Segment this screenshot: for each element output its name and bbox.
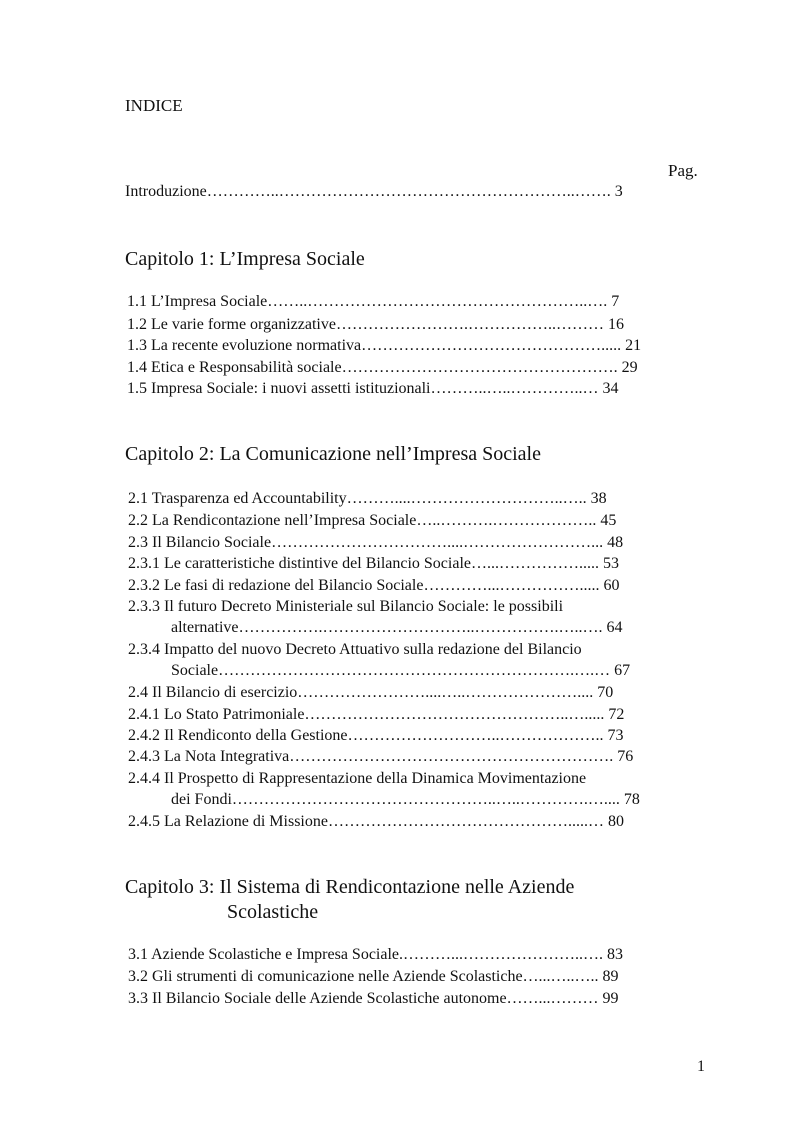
toc-entry: 3.3 Il Bilancio Sociale delle Aziende Scolastiche autonome……...……… 99	[128, 990, 619, 1007]
toc-entry: 2.2 La Rendicontazione nell’Impresa Sociale…..……….……………….. 45	[128, 512, 617, 529]
toc-entry: 2.1 Trasparenza ed Accountability………....………………………..….. 38	[128, 490, 607, 507]
page-number: 1	[697, 1058, 705, 1075]
toc-entry-continuation: Sociale………………………………………………………….….… 67	[171, 662, 631, 679]
toc-entry: 3.2 Gli strumenti di comunicazione nelle Aziende Scolastiche…...…..….. 89	[128, 968, 619, 985]
toc-entry: 2.4 Il Bilancio di esercizio……………………....…..………………….... 70	[128, 684, 614, 701]
chapter-3-heading: Capitolo 3: Il Sistema di Rendicontazione nelle Aziende	[125, 876, 575, 898]
toc-entry: 2.4.4 Il Prospetto di Rappresentazione della Dinamica Movimentazione	[128, 770, 587, 787]
toc-entry: 2.3.3 Il futuro Decreto Ministeriale sul Bilancio Sociale: le possibili	[128, 598, 564, 615]
toc-entry: 2.3.1 Le caratteristiche distintive del Bilancio Sociale…...……………..... 53	[128, 555, 619, 572]
toc-entry: 2.3 Il Bilancio Sociale……………………………....……………………... 48	[128, 534, 624, 551]
chapter-2-heading: Capitolo 2: La Comunicazione nell’Impresa Sociale	[125, 443, 541, 465]
toc-entry: 1.3 La recente evoluzione normativa………………………………………..... 21	[127, 337, 642, 354]
toc-entry-continuation: alternative…………….………………………..…………….…..…. 64	[171, 619, 623, 636]
toc-entry-continuation: dei Fondi…………………………………………..…..………….….... 78	[171, 791, 640, 808]
toc-entry: 1.1 L’Impresa Sociale……..……………………………………………..…. 7	[127, 293, 620, 310]
chapter-3-heading-continuation: Scolastiche	[227, 901, 319, 923]
toc-entry: 2.4.5 La Relazione di Missione……………………………………….....… 80	[128, 813, 624, 830]
toc-entry: 2.4.3 La Nota Integrativa……………………………………………………. 76	[128, 748, 634, 765]
toc-entry: 2.4.2 Il Rendiconto della Gestione………………………..……………….. 73	[128, 727, 624, 744]
toc-entry: 2.3.4 Impatto del nuovo Decreto Attuativo sulla redazione del Bilancio	[128, 641, 582, 658]
toc-entry: 1.2 Le varie forme organizzative…………………….……………..……… 16	[127, 316, 624, 333]
toc-entry-introduzione: Introduzione…………..………………………………………………..……. 3	[125, 183, 623, 200]
toc-entry: 1.5 Impresa Sociale: i nuovi assetti istituzionali………..…..…………..… 34	[127, 380, 619, 397]
toc-entry: 3.1 Aziende Scolastiche e Impresa Sociale.………...…………………..…. 83	[128, 946, 624, 963]
page-title: INDICE	[125, 96, 183, 115]
chapter-1-heading: Capitolo 1: L’Impresa Sociale	[125, 248, 365, 270]
toc-entry: 2.3.2 Le fasi di redazione del Bilancio Sociale…………...……………..... 60	[128, 577, 620, 594]
page-column-header: Pag.	[668, 161, 698, 180]
toc-entry: 2.4.1 Lo Stato Patrimoniale…………………………………………..…..... 72	[128, 706, 625, 723]
toc-entry: 1.4 Etica e Responsabilità sociale……………………………………………. 29	[127, 359, 638, 376]
